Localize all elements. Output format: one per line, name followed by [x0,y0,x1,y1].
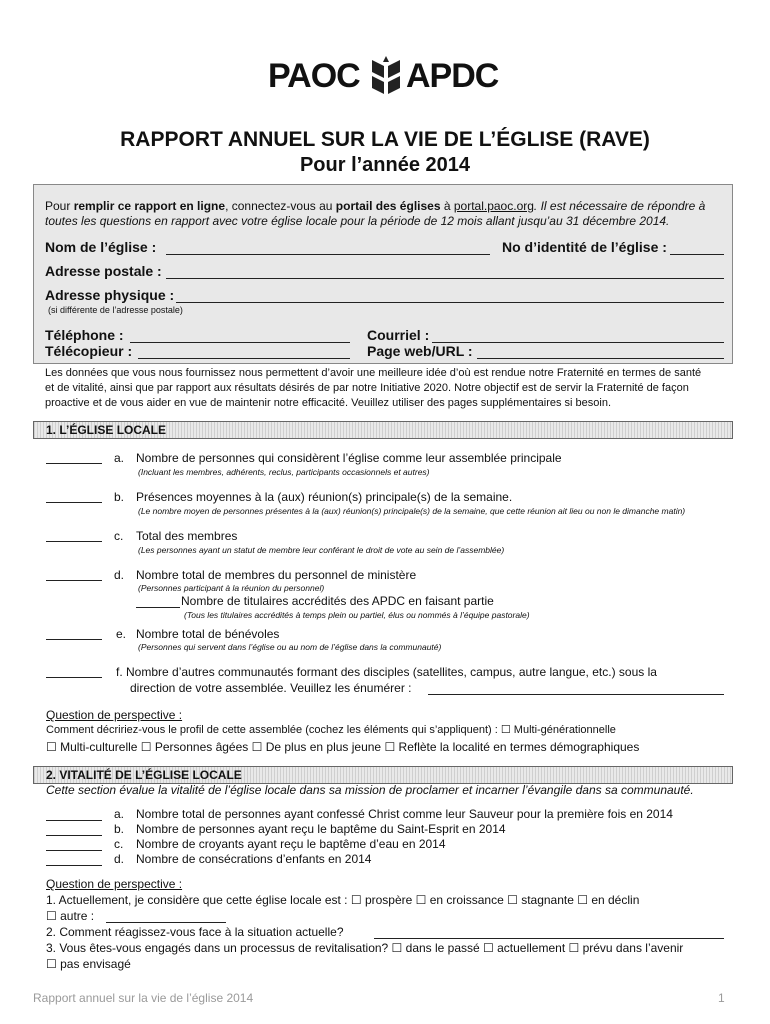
section-2-question-1-other[interactable]: ☐ autre : [46,909,95,923]
item-2b-text: Nombre de personnes ayant reçu le baptême du Saint-Esprit en 2014 [136,822,506,836]
church-info-box [33,184,733,364]
postal-address-input[interactable] [166,265,724,279]
item-2d-letter: d. [114,852,125,866]
postal-address-label: Adresse postale : [45,263,162,279]
section-2-question-1[interactable]: 1. Actuellement, je considère que cette église locale est : ☐ prospère ☐ en croissance ☐ stagnante ☐ en déclin [46,893,640,907]
physical-address-input[interactable] [176,289,724,303]
web-input[interactable] [477,345,724,359]
item-1a-letter: a. [114,451,125,465]
preface-line-2: et de vitalité, ainsi que par rapport aux résultats désirés de par notre Initiative 2020. Notre objectif est de servir la Fraternité de façon [45,382,689,394]
item-1f-list-input[interactable] [428,681,724,695]
section-2-intro: Cette section évalue la vitalité de l’église locale dans sa mission de proclamer et incarner l’évangile dans sa communauté. [46,783,694,797]
intro-text: Pour [45,199,74,213]
section-1-heading [33,421,733,439]
item-1c-input[interactable] [46,541,102,542]
item-1f-text-line-2: direction de votre assemblée. Veuillez les énumérer : [130,681,412,695]
section-2-question-3[interactable]: 3. Vous êtes-vous engagés dans un processus de revitalisation? ☐ dans le passé ☐ actuellement ☐ prévu dans l’avenir [46,941,684,955]
section-1-title: 1. L’ÉGLISE LOCALE [46,423,167,437]
item-1c-text: Total des membres [136,529,238,543]
item-2c-letter: c. [114,837,124,851]
item-1d-input[interactable] [46,580,102,581]
report-year: Pour l’année 2014 [299,154,471,176]
intro-line-2: toutes les questions en rapport avec votre église locale pour la période de 12 mois allant jusqu’au 31 décembre 2014. [45,214,670,228]
item-1d-sub-text: Nombre de titulaires accrédités des APDC en faisant partie [181,594,494,608]
item-1a-text: Nombre de personnes qui considèrent l’église comme leur assemblée principale [136,451,562,465]
section-2-question-3-option[interactable]: ☐ pas envisagé [46,957,131,971]
footer-text: Rapport annuel sur la vie de l’église 2014 [33,991,254,1005]
item-1a-note: (Incluant les membres, adhérents, reclus, participants occasionnels et autres) [138,467,430,477]
logo-left-text: PAOC [268,57,360,95]
item-2a-text: Nombre total de personnes ayant confessé Christ comme leur Sauveur pour la première fois en 2014 [136,807,673,821]
intro-text-2: , connectez-vous au [225,199,336,213]
section-2-heading [33,766,733,784]
paoc-apdc-logo [268,56,508,96]
item-1c-note: (Les personnes ayant un statut de membre leur conférant le droit de vote au sein de l’assemblée) [138,545,505,555]
intro-text-4: . Il est nécessaire de répondre à [533,199,706,213]
item-2b-letter: b. [114,822,125,836]
item-2b-input[interactable] [46,835,102,836]
item-1e-text: Nombre total de bénévoles [136,627,280,641]
church-name-label: Nom de l’église : [45,239,157,255]
physical-address-label: Adresse physique : [45,287,175,303]
section-1-question-line-1[interactable]: Comment décririez-vous le profil de cette assemblée (cochez les éléments qui s’appliquent) : ☐ Multi-générationnelle [46,724,616,736]
item-2c-text: Nombre de croyants ayant reçu le baptême d’eau en 2014 [136,837,446,851]
email-input[interactable] [432,329,724,343]
item-1e-input[interactable] [46,639,102,640]
item-1f-text-line-1: f. Nombre d’autres communautés formant des disciples (satellites, campus, autre langue, etc.) sous la [116,665,657,679]
section-1-question-label: Question de perspective : [46,708,183,722]
item-1b-letter: b. [114,490,125,504]
item-1d-sub-note: (Tous les titulaires accrédités à temps plein ou partiel, élus ou nommés à l’équipe pastorale) [184,610,530,620]
item-2d-text: Nombre de consécrations d’enfants en 2014 [136,852,372,866]
logo-right-text: APDC [406,57,499,95]
page-number: 1 [718,991,725,1005]
section-2-title: 2. VITALITÉ DE L’ÉGLISE LOCALE [46,768,242,782]
item-1c-letter: c. [114,529,124,543]
item-2d-input[interactable] [46,865,102,866]
intro-text-3: à [440,199,454,213]
fax-label: Télécopieur : [45,343,133,359]
intro-bold: remplir ce rapport en ligne [73,199,226,213]
church-id-input[interactable] [670,241,724,255]
section-2-other-input[interactable] [106,909,226,923]
phone-label: Téléphone : [45,327,124,343]
section-2-question-label: Question de perspective : [46,877,183,891]
physical-address-note: (si différente de l’adresse postale) [48,305,183,315]
item-1f-input[interactable] [46,677,102,678]
fax-input[interactable] [138,345,350,359]
intro-bold-2: portail des églises [335,199,441,213]
section-1-question-line-2[interactable]: ☐ Multi-culturelle ☐ Personnes âgées ☐ De plus en plus jeune ☐ Reflète la localité en termes démographiques [46,740,640,754]
section-2-question-2-input[interactable] [374,925,724,939]
item-1d-letter: d. [114,568,125,582]
report-title: RAPPORT ANNUEL SUR LA VIE DE L’ÉGLISE (RAVE) [120,128,650,151]
item-1b-note: (Le nombre moyen de personnes présentes à la (aux) réunion(s) principale(s) de la semaine, que cette réunion ait lieu ou non le dimanche matin) [138,506,686,516]
church-id-label: No d’identité de l’église : [502,239,667,255]
item-1e-letter: e. [116,627,127,641]
preface-line-3: proactive et de vous aider en vue de maintenir notre efficacité. Veuillez utiliser des pages supplémentaires si besoin. [45,397,612,409]
logo-emblem-icon [368,56,404,96]
phone-input[interactable] [130,329,350,343]
item-2a-letter: a. [114,807,125,821]
item-1a-input[interactable] [46,463,102,464]
email-label: Courriel : [367,327,430,343]
preface-line-1: Les données que vous nous fournissez nous permettent d’avoir une meilleure idée d’où est rendue notre Fraternité en termes de santé [45,367,702,379]
item-1b-text: Présences moyennes à la (aux) réunion(s) principale(s) de la semaine. [136,490,513,504]
web-label: Page web/URL : [367,343,473,359]
item-1e-note: (Personnes qui servent dans l’église ou au nom de l’église dans la communauté) [138,642,442,652]
intro-line-1 [45,199,705,213]
church-name-input[interactable] [166,241,490,255]
section-2-question-2: 2. Comment réagissez-vous face à la situation actuelle? [46,925,344,939]
item-1b-input[interactable] [46,502,102,503]
item-1d-sub-input[interactable] [136,594,180,608]
portal-link[interactable]: portal.paoc.org [453,199,534,213]
item-1d-text: Nombre total de membres du personnel de ministère [136,568,417,582]
item-1d-note: (Personnes participant à la réunion du personnel) [138,583,325,593]
item-2a-input[interactable] [46,820,102,821]
item-2c-input[interactable] [46,850,102,851]
